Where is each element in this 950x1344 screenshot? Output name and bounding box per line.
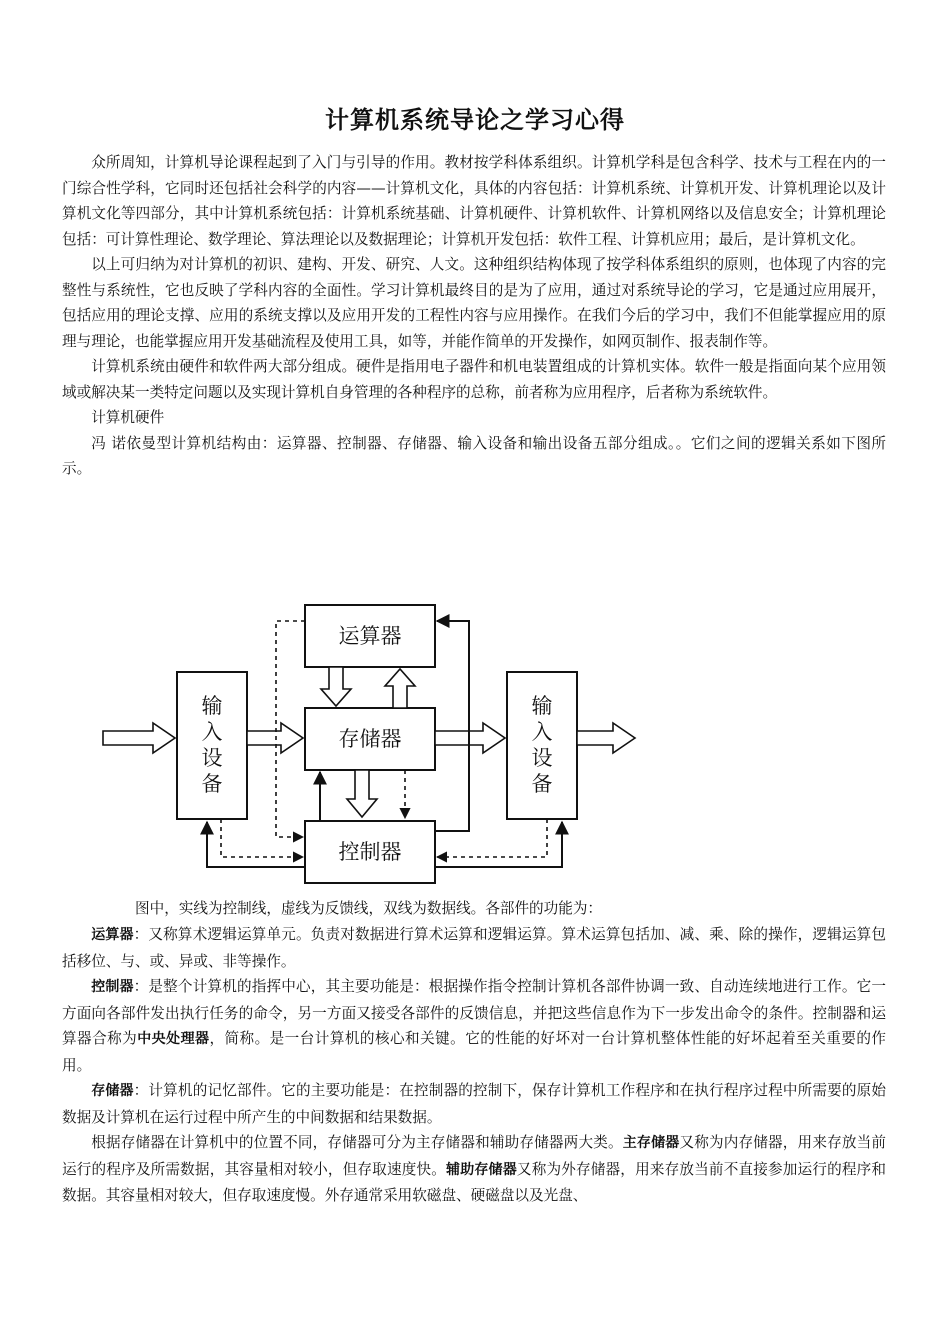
- term-main-memory: 主存储器: [622, 1135, 680, 1151]
- control-desc-2: ，简称。是一台计算机的核心和关键。它的性能的好坏对一台计算机整体性能的好坏起着至关重要的作用。: [62, 1030, 886, 1074]
- von-neumann-diagram: [95, 595, 655, 895]
- input-device-char: 入: [201, 720, 223, 744]
- data-arrow-out: [577, 723, 635, 753]
- term-aux-memory: 辅助存储器: [446, 1161, 517, 1178]
- output-device-char: 入: [531, 720, 553, 744]
- output-device-char: 输: [531, 694, 553, 718]
- figure-caption: 图中，实线为控制线，虚线为反馈线，双线为数据线。各部件的功能为：: [135, 900, 603, 917]
- control-line-output: [435, 822, 562, 867]
- data-arrow-memory-control: [347, 770, 377, 817]
- term-control: 控制器: [91, 979, 134, 995]
- paragraph-control: [62, 974, 886, 1078]
- data-arrow-input-memory: [247, 723, 303, 753]
- feedback-line-output: [437, 819, 547, 857]
- storage-desc-1: 根据存储器在计算机中的位置不同，存储器可分为主存储器和辅助存储器两大类。: [91, 1134, 623, 1151]
- term-alu: 运算器: [91, 927, 134, 943]
- functions-text: [62, 922, 886, 1209]
- paragraph-memory: [62, 1078, 886, 1130]
- paragraph: 众所周知，计算机导论课程起到了入门与引导的作用。教材按学科体系组织。计算机学科是包含科学、技术与工程在内的一门综合性学科，它同时还包括社会科学的内容——计算机文化，具体的内容包括：计算机系统、计算机开发、计算机理论以及计算机文化等四部分，其中计算机系统包括：计算机系统基础、计算机硬件、计算机软件、计算机网络以及信息安全；计算机理论包括：可计算性理论、数学理论、算法理论以及数据理论；计算机开发包括：软件工程、计算机应用；最后，是计算机文化。: [62, 154, 886, 248]
- term-memory: 存储器: [91, 1083, 134, 1099]
- alu-label: 运算器: [338, 624, 402, 648]
- storage-desc-3: 又称为外存储器，用来存放当前不直接参加运行的程序和数据。其容量相对较大，但存取速度慢。外存通常采用软磁盘、硬磁盘以及光盘、: [62, 1160, 886, 1204]
- paragraph-storage: [62, 1130, 886, 1209]
- paragraph: 冯 诺依曼型计算机结构由：运算器、控制器、存储器、输入设备和输出设备五部分组成。。它们之间的逻辑关系如下图所示。: [62, 434, 886, 477]
- section-heading: 计算机硬件: [91, 409, 165, 426]
- page-title: 计算机系统导论之学习心得: [325, 106, 625, 134]
- paragraph: 以上可归纳为对计算机的初识、建构、开发、研究、人文。这种组织结构体现了按学科体系组织的原则，也体现了内容的完整性与系统性，它也反映了学科内容的全面性。学习计算机最终目的是为了应用，通过对系统导论的学习，它是通过应用展开，包括应用的理论支撑、应用的系统支撑以及应用开发的工程性内容与应用操作。在我们今后的学习中，我们不但能掌握应用的原理与理论，也能掌握应用开发基础流程及使用工具，如等，并能作简单的开发操作，如网页制作、报表制作等。: [62, 256, 886, 350]
- feedback-line-input: [221, 819, 303, 857]
- data-arrow-alu-memory: [321, 667, 351, 706]
- paragraph: 计算机系统由硬件和软件两大部分组成。硬件是指用电子器件和机电装置组成的计算机实体。软件一般是指面向某个应用领域或解决某一类特定问题以及实现计算机自身管理的各种程序的总称，前者称为应用程序，后者称为系统软件。: [62, 358, 886, 401]
- data-arrow-in: [103, 723, 175, 753]
- control-desc-1: ：是整个计算机的指挥中心，其主要功能是：根据操作指令控制计算机各部件协调一致、自动连续地进行工作。它一方面向各部件发出执行任务的命令，另一方面又接受各部件的反馈信息，并把这些信息作为下一步发出命令的条件。控制器和运算器合称为: [62, 978, 886, 1047]
- control-label: 控制器: [338, 840, 402, 864]
- input-device-char: 输: [201, 694, 223, 718]
- intro-text: [62, 150, 886, 482]
- memory-desc: ：计算机的记忆部件。它的主要功能是：在控制器的控制下，保存计算机工作程序和在执行程序过程中所需要的原始数据及计算机在运行过程中所产生的中间数据和结果数据。: [62, 1082, 886, 1126]
- input-device-char: 备: [201, 772, 223, 796]
- alu-desc: ：又称算术逻辑运算单元。负责对数据进行算术运算和逻辑运算。算术运算包括加、减、乘、除的操作，逻辑运算包括移位、与、或、异或、非等操作。: [62, 926, 886, 970]
- data-arrow-memory-alu: [385, 669, 415, 708]
- output-device-char: 备: [531, 772, 553, 796]
- output-device-char: 设: [531, 746, 553, 770]
- storage-desc-2: 又称为内存储器，用来存放当前运行的程序及所需数据，其容量相对较小，但存取速度快。: [62, 1134, 886, 1178]
- term-cpu: 中央处理器: [137, 1031, 210, 1047]
- input-device-char: 设: [201, 746, 223, 770]
- memory-label: 存储器: [338, 727, 402, 751]
- control-line-alu: [435, 621, 469, 831]
- paragraph-alu: [62, 922, 886, 974]
